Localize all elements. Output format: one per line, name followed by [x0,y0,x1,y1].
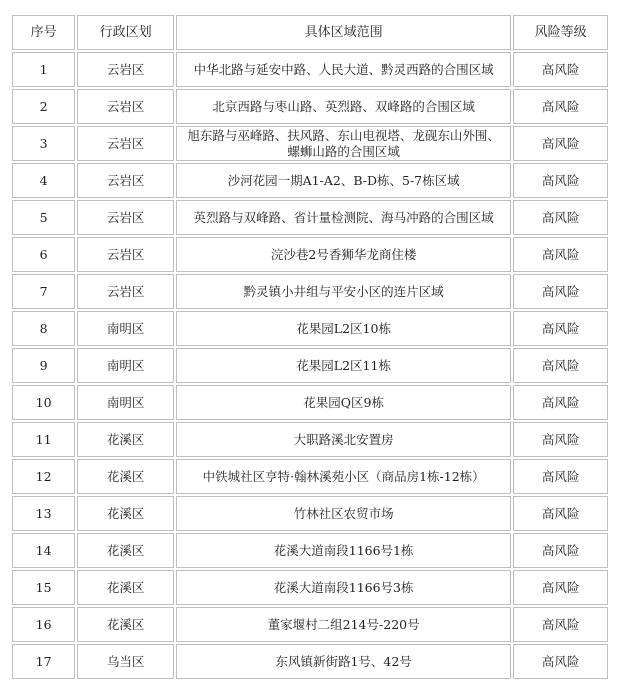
table-row [12,274,608,309]
cell-area-scope: 竹林社区农贸市场 [176,496,511,531]
table-row [12,348,608,383]
cell-serial-number: 4 [12,163,75,198]
cell-risk-level: 高风险 [513,644,608,679]
cell-district: 花溪区 [77,459,174,494]
header-area-scope: 具体区域范围 [176,15,511,50]
table-row [12,570,608,605]
cell-district: 乌当区 [77,644,174,679]
cell-area-scope: 中铁城社区亨特·翰林溪苑小区（商品房1栋-12栋） [176,459,511,494]
cell-district: 云岩区 [77,163,174,198]
cell-district: 云岩区 [77,274,174,309]
cell-risk-level: 高风险 [513,311,608,346]
table-row [12,422,608,457]
cell-risk-level: 高风险 [513,163,608,198]
cell-risk-level: 高风险 [513,496,608,531]
header-risk-level: 风险等级 [513,15,608,50]
cell-risk-level: 高风险 [513,200,608,235]
table-row [12,163,608,198]
cell-district: 花溪区 [77,570,174,605]
cell-serial-number: 8 [12,311,75,346]
table-body [12,52,608,679]
cell-area-scope: 花溪大道南段1166号3栋 [176,570,511,605]
cell-district: 云岩区 [77,126,174,161]
cell-district: 云岩区 [77,237,174,272]
cell-district: 花溪区 [77,533,174,568]
cell-area-scope: 旭东路与巫峰路、扶风路、东山电视塔、龙砚东山外围、螺蛳山路的合围区域 [176,126,511,161]
table-row [12,644,608,679]
cell-area-scope: 沙河花园一期A1-A2、B-D栋、5-7栋区域 [176,163,511,198]
table-row [12,89,608,124]
cell-district: 花溪区 [77,496,174,531]
cell-area-scope: 东风镇新街路1号、42号 [176,644,511,679]
table-row [12,385,608,420]
cell-risk-level: 高风险 [513,385,608,420]
table-row [12,496,608,531]
cell-risk-level: 高风险 [513,607,608,642]
cell-serial-number: 16 [12,607,75,642]
cell-serial-number: 15 [12,570,75,605]
cell-risk-level: 高风险 [513,422,608,457]
cell-risk-level: 高风险 [513,274,608,309]
table-row [12,533,608,568]
cell-risk-level: 高风险 [513,89,608,124]
risk-area-table [10,13,610,681]
cell-district: 南明区 [77,348,174,383]
cell-risk-level: 高风险 [513,237,608,272]
cell-area-scope: 花果园L2区10栋 [176,311,511,346]
cell-risk-level: 高风险 [513,570,608,605]
table-row [12,126,608,161]
cell-district: 云岩区 [77,52,174,87]
cell-area-scope: 董家堰村二组214号-220号 [176,607,511,642]
table-row [12,607,608,642]
table-row [12,200,608,235]
table-row [12,459,608,494]
cell-district: 花溪区 [77,422,174,457]
cell-serial-number: 7 [12,274,75,309]
table-row [12,52,608,87]
cell-district: 云岩区 [77,200,174,235]
table-header-row [12,15,608,50]
cell-area-scope: 大职路溪北安置房 [176,422,511,457]
cell-serial-number: 6 [12,237,75,272]
cell-serial-number: 17 [12,644,75,679]
header-district: 行政区划 [77,15,174,50]
cell-risk-level: 高风险 [513,52,608,87]
cell-risk-level: 高风险 [513,348,608,383]
cell-district: 花溪区 [77,607,174,642]
table-row [12,237,608,272]
cell-serial-number: 14 [12,533,75,568]
cell-area-scope: 英烈路与双峰路、省计量检测院、海马冲路的合围区域 [176,200,511,235]
cell-area-scope: 北京西路与枣山路、英烈路、双峰路的合围区域 [176,89,511,124]
cell-risk-level: 高风险 [513,459,608,494]
cell-district: 南明区 [77,385,174,420]
cell-area-scope: 中华北路与延安中路、人民大道、黔灵西路的合围区域 [176,52,511,87]
cell-district: 云岩区 [77,89,174,124]
cell-serial-number: 5 [12,200,75,235]
cell-risk-level: 高风险 [513,533,608,568]
cell-serial-number: 11 [12,422,75,457]
risk-area-table-container [10,13,610,681]
cell-area-scope: 黔灵镇小井组与平安小区的连片区域 [176,274,511,309]
cell-serial-number: 10 [12,385,75,420]
header-serial-number: 序号 [12,15,75,50]
cell-area-scope: 浣沙巷2号香狮华龙商住楼 [176,237,511,272]
cell-serial-number: 3 [12,126,75,161]
cell-area-scope: 花溪大道南段1166号1栋 [176,533,511,568]
cell-serial-number: 9 [12,348,75,383]
cell-district: 南明区 [77,311,174,346]
table-row [12,311,608,346]
cell-risk-level: 高风险 [513,126,608,161]
cell-serial-number: 1 [12,52,75,87]
cell-area-scope: 花果园L2区11栋 [176,348,511,383]
cell-area-scope: 花果园Q区9栋 [176,385,511,420]
cell-serial-number: 2 [12,89,75,124]
cell-serial-number: 13 [12,496,75,531]
cell-serial-number: 12 [12,459,75,494]
